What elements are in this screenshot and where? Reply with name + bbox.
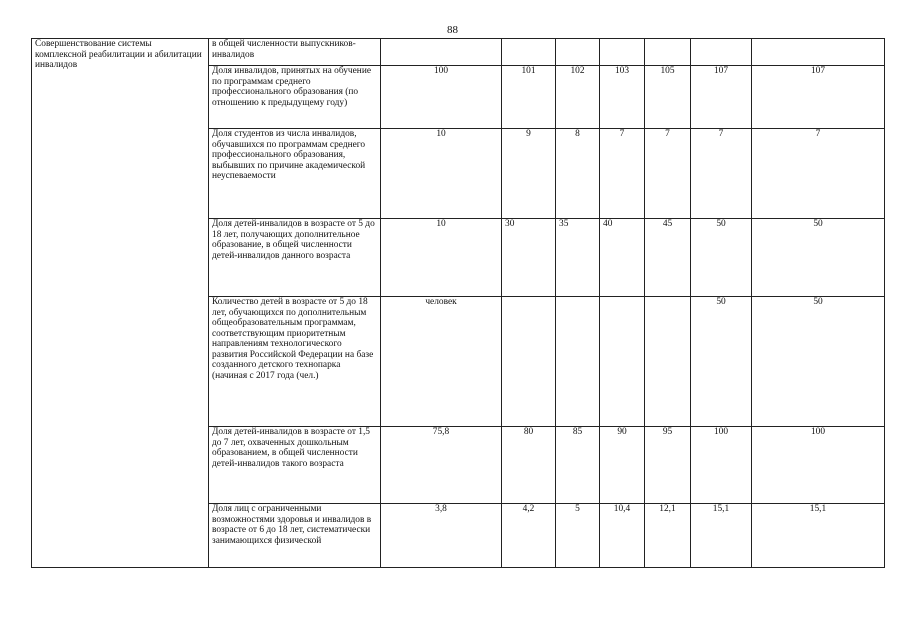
- value-cell: 15,1: [752, 504, 885, 568]
- value-cell: 15,1: [691, 504, 752, 568]
- section-label: Совершенствование системы комплексной реабилитации и абилитации инвалидов: [32, 39, 209, 568]
- value-cell: 80: [502, 427, 556, 504]
- value-cell: 50: [752, 297, 885, 427]
- value-cell: 107: [691, 66, 752, 129]
- value-cell: [752, 39, 885, 66]
- value-cell: [645, 297, 691, 427]
- value-cell: 85: [556, 427, 600, 504]
- value-cell: 5: [556, 504, 600, 568]
- value-cell: человек: [381, 297, 502, 427]
- value-cell: [600, 39, 645, 66]
- value-cell: 35: [556, 219, 600, 297]
- value-cell: 103: [600, 66, 645, 129]
- value-cell: 7: [691, 129, 752, 219]
- value-cell: 4,2: [502, 504, 556, 568]
- indicator-cell: Количество детей в возрасте от 5 до 18 лет, обучающихся по дополнительным общеобразовательным программам, соответствующим приоритетным направлениям технологического развития Российской Федерации на базе созданного детского технопарка (начиная с 2017 года (чел.): [209, 297, 381, 427]
- value-cell: 50: [691, 219, 752, 297]
- value-cell: 30: [502, 219, 556, 297]
- indicator-cell: Доля студентов из числа инвалидов, обучавшихся по программам среднего профессионального образования, выбывших по причине академической неуспеваемости: [209, 129, 381, 219]
- indicator-cell: Доля детей-инвалидов в возрасте от 5 до 18 лет, получающих дополнительное образование, в общей численности детей-инвалидов данного возраста: [209, 219, 381, 297]
- value-cell: [502, 39, 556, 66]
- value-cell: [600, 297, 645, 427]
- value-cell: 40: [600, 219, 645, 297]
- value-cell: [691, 39, 752, 66]
- value-cell: 7: [600, 129, 645, 219]
- value-cell: 7: [645, 129, 691, 219]
- value-cell: 8: [556, 129, 600, 219]
- indicator-cell: Доля детей-инвалидов в возрасте от 1,5 до 7 лет, охваченных дошкольным образованием, в общей численности детей-инвалидов такого возраста: [209, 427, 381, 504]
- value-cell: 50: [691, 297, 752, 427]
- table-row: [32, 39, 885, 66]
- indicator-cell: Доля инвалидов, принятых на обучение по программам среднего профессионального образования (по отношению к предыдущему году): [209, 66, 381, 129]
- indicator-cell: Доля лиц с ограниченными возможностями здоровья и инвалидов в возрасте от 6 до 18 лет, систематически занимающихся физической: [209, 504, 381, 568]
- value-cell: 10: [381, 129, 502, 219]
- value-cell: 100: [381, 66, 502, 129]
- value-cell: 105: [645, 66, 691, 129]
- value-cell: 12,1: [645, 504, 691, 568]
- value-cell: 90: [600, 427, 645, 504]
- value-cell: [556, 297, 600, 427]
- value-cell: 100: [752, 427, 885, 504]
- value-cell: [556, 39, 600, 66]
- value-cell: 100: [691, 427, 752, 504]
- value-cell: 75,8: [381, 427, 502, 504]
- page-number: 88: [447, 24, 458, 36]
- value-cell: 50: [752, 219, 885, 297]
- value-cell: 10: [381, 219, 502, 297]
- value-cell: 7: [752, 129, 885, 219]
- value-cell: 95: [645, 427, 691, 504]
- value-cell: 102: [556, 66, 600, 129]
- value-cell: 9: [502, 129, 556, 219]
- value-cell: 107: [752, 66, 885, 129]
- indicators-table: [31, 38, 885, 568]
- value-cell: [502, 297, 556, 427]
- value-cell: [381, 39, 502, 66]
- value-cell: 3,8: [381, 504, 502, 568]
- value-cell: 101: [502, 66, 556, 129]
- indicator-cell: в общей численности выпускников-инвалидов: [209, 39, 381, 66]
- value-cell: 45: [645, 219, 691, 297]
- value-cell: [645, 39, 691, 66]
- value-cell: 10,4: [600, 504, 645, 568]
